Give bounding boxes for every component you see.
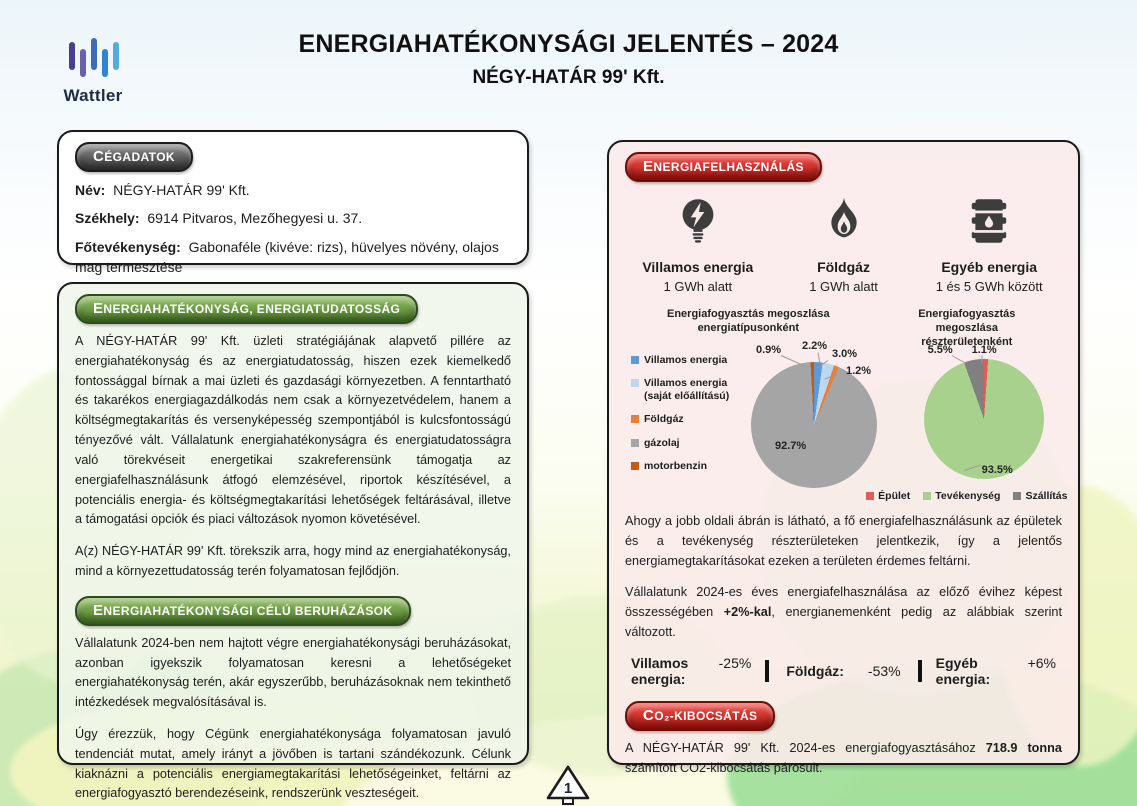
report-header [0, 30, 1137, 89]
pie-chart-areas [872, 304, 1068, 504]
legend-label: Tevékenység [935, 490, 1001, 502]
legend-label: Szállítás [1025, 490, 1068, 502]
flame-icon [815, 192, 873, 250]
pie-chart-energy-types [625, 304, 872, 504]
legend-swatch [631, 415, 639, 423]
legend-swatch [631, 356, 639, 364]
source-range: 1 GWh alatt [663, 279, 733, 294]
legend-swatch [866, 492, 874, 500]
efficiency-paragraph: A(z) NÉGY-HATÁR 99' Kft. törekszik arra, hogy mind az energiahatékonyság, mind a környezettudatosság terén folyamatosan fejlődjön. [75, 544, 511, 578]
slice-label: 2.2% [802, 340, 828, 352]
change-label: Egyéb energia: [935, 654, 991, 687]
pie-energy-types [751, 362, 877, 488]
change-electricity [631, 655, 751, 687]
chart-title: Energiafogyasztás megoszlása részterületenként [918, 308, 1016, 348]
legend-label: Villamos energia [644, 354, 728, 366]
source-name: Egyéb energia [941, 259, 1038, 275]
change-value: -53% [867, 662, 901, 679]
report-title: ENERGIAHATÉKONYSÁGI JELENTÉS – 2024 [298, 30, 839, 58]
chart-title: Energiafogyasztás megoszlása energiatípusonként [666, 308, 830, 334]
slice-label: 1.1% [971, 344, 997, 356]
investments-paragraph: Vállalatunk 2024-ben nem hajtott végre energiahatékonysági beruházásokat, azonban igyekszik folyamatosan keresni a lehetőségeket energiahatékonyság terén, akár egyszerűbb, beruházásoknak nem tekinthető intézkedések megvalósításával is. [75, 635, 511, 710]
source-range: 1 GWh alatt [809, 279, 878, 294]
label-leader-line [951, 355, 965, 364]
change-gas [783, 663, 903, 679]
company-data-box [57, 130, 529, 275]
pie-charts-row [625, 304, 1068, 504]
legend-label: Földgáz [644, 413, 684, 426]
yoy-paragraph: Vállalatunk 2024-es éves energiafelhasználása az előző évihez képest összességében +2%-kal, energianemenként pedig az alábbiak szerint változott. [625, 585, 1062, 640]
slice-label: 0.9% [756, 344, 782, 356]
legend-swatch [923, 492, 931, 500]
legend-item [631, 377, 739, 402]
change-label: Földgáz: [786, 662, 844, 679]
field-value: NÉGY-HATÁR 99' Kft. [113, 182, 250, 198]
energy-source-electricity [625, 192, 771, 294]
yoy-total-value: +2%-kal [723, 605, 772, 620]
co2-value: 718.9 tonna [985, 740, 1062, 755]
legend-item [866, 490, 910, 502]
logo-wordmark: Wattler [63, 86, 123, 105]
investments-paragraph: Úgy érezzük, hogy Cégünk energiahatékonysága folyamatosan javuló tendenciát mutat, amely irányt a jövőben is tartani szándékozunk. Célunk kiaknázni a potenciális energiamegtakarítási lehetőségeinket, feltárni az energiafogyasztó berendezéseink, rendszerünk veszteségeit. [75, 727, 511, 801]
legend-item [631, 460, 739, 472]
label-leader-line [981, 356, 982, 364]
co2-paragraph: A NÉGY-HATÁR 99' Kft. 2024-es energiafogyasztásához 718.9 tonna számított CO2-kibocsátás párosult. [625, 740, 1062, 775]
field-label: Név: [75, 182, 106, 198]
energy-sources-row [625, 192, 1062, 294]
company-section-pill: CÉGADATOK [75, 142, 193, 172]
change-other [936, 655, 1056, 687]
report-subtitle: NÉGY-HATÁR 99' Kft. [472, 67, 665, 88]
slice-label: 3.0% [832, 348, 858, 360]
energy-note-paragraph: Ahogy a jobb oldali ábrán is látható, a fő energiafelhasználásunk az épületek és a tevékenység részterületeken jelentkezik, így a jelentős energiamegtakarításokat ezeken a területen érdemes feltárni. [625, 514, 1062, 568]
chart-legend [872, 490, 1068, 502]
legend-item [923, 490, 1000, 502]
page-number-sign [545, 764, 591, 806]
change-value: +6% [1027, 654, 1056, 671]
legend-swatch [631, 462, 639, 470]
slice-label: 92.7% [775, 440, 807, 452]
slice-label: 5.5% [927, 344, 953, 356]
divider [765, 660, 769, 682]
legend-swatch [1013, 492, 1021, 500]
efficiency-paragraph: A NÉGY-HATÁR 99' Kft. üzleti stratégiájának alapvető pillére az energiahatékonyság és az energiatudatosság, hiszen ezek kiemelkedő fontossággal bírnak a mai üzleti és gazdasági környezetben. A fenntartható és takarékos energiagazdálkodás nem csak a környezetvédelem, hanem a költségmegtakarítás és versenyképesség szempontjából is kulcsfontosságú tényezővé vált. Vállalatunk energiahatékonyságra és energiatudatosságra való törekvéseit energetikai szakreferensünk támogatja az energiafelhasználásunk átfogó elemzésével, riportok készítésével, a potenciális energia- és költségmegtakarítási lehetőségek feltárásával, illetve a támogatási opciók és piaci változások nyomon követésével. [75, 334, 511, 527]
field-value: 6914 Pitvaros, Mezőhegyesi u. 37. [147, 210, 363, 227]
legend-swatch [631, 379, 639, 387]
co2-section-pill: CO₂-KIBOCSÁTÁS [625, 701, 775, 731]
slice-label: 93.5% [981, 464, 1013, 476]
legend-item [631, 354, 739, 366]
company-address-field [75, 208, 511, 228]
legend-swatch [631, 439, 639, 447]
change-value: -25% [718, 654, 752, 671]
divider [918, 660, 922, 682]
field-label: Főtevékenység: [75, 238, 181, 255]
energy-changes-row [625, 655, 1062, 687]
pie-areas [924, 359, 1044, 479]
source-name: Villamos energia [642, 259, 754, 275]
lightbulb-bolt-icon [669, 192, 727, 250]
source-name: Földgáz [817, 259, 870, 275]
oil-barrel-icon [960, 192, 1018, 250]
energy-section-pill: ENERGIAFELHASZNÁLÁS [625, 152, 822, 182]
company-activity-field [75, 237, 511, 278]
company-name-field [75, 180, 511, 200]
energy-use-box [607, 140, 1080, 775]
efficiency-section-pill: ENERGIAHATÉKONYSÁG, ENERGIATUDATOSSÁG [75, 294, 418, 324]
efficiency-box [57, 282, 529, 801]
field-value: Gabonaféle (kivéve: rizs), hüvelyes növény, olajos mag termesztése [75, 238, 499, 275]
legend-label: Villamos energia (saját előállítású) [644, 377, 730, 402]
investments-section-pill: ENERGIAHATÉKONYSÁGI CÉLÚ BERUHÁZÁSOK [75, 596, 411, 626]
triangle-sign-icon [545, 764, 591, 806]
field-label: Székhely: [75, 210, 140, 227]
legend-label: Épület [878, 490, 911, 502]
legend-item [1013, 490, 1067, 502]
energy-source-other [916, 192, 1062, 294]
legend-label: gázolaj [644, 436, 680, 449]
legend-item [631, 413, 739, 425]
legend-label: motorbenzin [644, 459, 707, 472]
source-range: 1 és 5 GWh között [935, 279, 1043, 294]
slice-label: 1.2% [846, 365, 872, 377]
legend-item [631, 437, 739, 449]
page-number: 1 [563, 780, 573, 797]
chart-legend [631, 354, 739, 483]
change-label: Villamos energia: [631, 654, 689, 687]
energy-source-gas [771, 192, 917, 294]
